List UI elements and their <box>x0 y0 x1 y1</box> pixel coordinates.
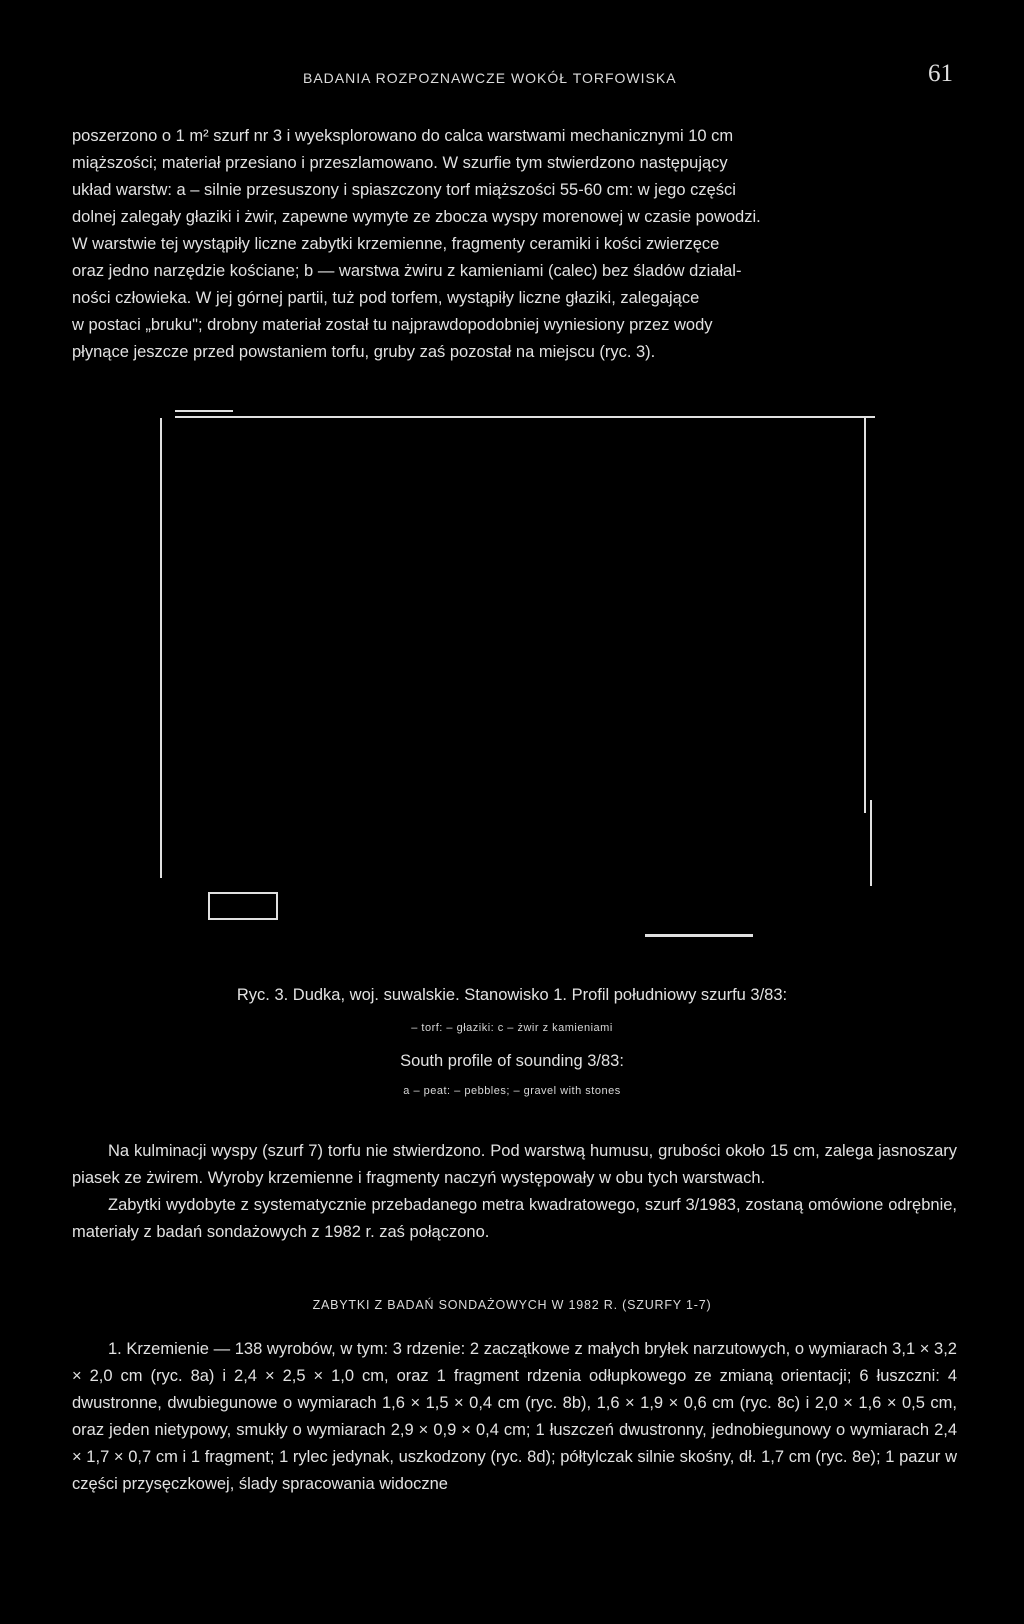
text-line: ności człowieka. W jej górnej partii, tuż pod torfem, wystąpiły liczne głaziki, zalegające <box>72 289 700 307</box>
figure-legend-pl: – torf: – głaziki: c – żwir z kamieniami <box>411 1022 613 1034</box>
body-text <box>72 1138 957 1246</box>
text-line: w postaci „bruku"; drobny materiał został tu najprawdopodobniej wyniesiony przez wody <box>72 316 713 334</box>
legend-peat-box <box>208 892 278 920</box>
legend-gravel-line <box>645 934 753 937</box>
figure-right-edge <box>870 800 872 886</box>
figure-legend-en: a – peat: – pebbles; – gravel with stones <box>403 1085 621 1097</box>
text-line: oraz jedno narzędzie kościane; b — warstwa żwiru z kamieniami (calec) bez śladów działal- <box>72 262 742 280</box>
text-line: poszerzono o 1 m² szurf nr 3 i wyeksplorowano do calca warstwami mechanicznymi 10 cm <box>72 127 734 145</box>
text-line: miąższości; materiał przesiano i przeszlamowano. W szurfie tym stwierdzono następujący <box>72 154 728 172</box>
body-paragraph: Na kulminacji wyspy (szurf 7) torfu nie stwierdzono. Pod warstwą humusu, grubości około 15 cm, zalega jasnoszary piasek ze żwirem. Wyroby krzemienne i fragmenty naczyń występowały w obu tych warstwach. <box>72 1142 957 1187</box>
body-paragraph: Zabytki wydobyte z systematycznie przebadanego metra kwadratowego, szurf 3/1983, zostaną omówione odrębnie, materiały z badań sondażowych z 1982 r. zaś połączono. <box>72 1196 957 1241</box>
figure-top-edge <box>175 416 875 418</box>
text-line: układ warstw: a – silnie przesuszony i spiaszczony torf miąższości 55-60 cm: w jego części <box>72 181 736 199</box>
running-title: BADANIA ROZPOZNAWCZE WOKÓŁ TORFOWISKA <box>303 70 677 86</box>
intro-paragraph <box>72 123 957 366</box>
text-line: dolnej zalegały głaziki i żwir, zapewne wymyte ze zbocza wyspy morenowej w czasie powodzi. <box>72 208 761 226</box>
figure-caption-pl: Ryc. 3. Dudka, woj. suwalskie. Stanowisko 1. Profil południowy szurfu 3/83: <box>236 986 788 1004</box>
figure-right-edge <box>864 418 866 813</box>
section-heading: ZABYTKI Z BADAŃ SONDAŻOWYCH W 1982 R. (SZURFY 1-7) <box>312 1298 712 1312</box>
profile-figure <box>155 410 873 945</box>
figure-left-edge <box>160 418 162 878</box>
text-line: płynące jeszcze przed powstaniem torfu, gruby zaś pozostał na miejscu (ryc. 3). <box>72 343 656 361</box>
page-number: 61 <box>928 60 953 87</box>
item-list <box>72 1336 957 1498</box>
figure-top-edge <box>175 410 233 412</box>
text-line: W warstwie tej wystąpiły liczne zabytki krzemienne, fragmenty ceramiki i kości zwierzęce <box>72 235 720 253</box>
figure-caption-en: South profile of sounding 3/83: <box>400 1052 624 1070</box>
item-paragraph: 1. Krzemienie — 138 wyrobów, w tym: 3 rdzenie: 2 zaczątkowe z małych bryłek narzutowych, o wymiarach 3,1 × 3,2 × 2,0 cm (ryc. 8a) i 2,4 × 2,5 × 1,0 cm, oraz 1 fragment rdzenia odłupkowego ze zmianą orientacji; 6 łuszczni: 4 dwustronne, dwubiegunowe o wymiarach 1,6 × 1,5 × 0,4 cm (ryc. 8b), 1,6 × 1,9 × 0,6 cm (ryc. 8c) i 2,0 × 1,6 × 0,5 cm, oraz jeden nietypowy, smukły o wymiarach 2,9 × 0,9 × 0,4 cm; 1 łuszczeń dwustronny, jednobiegunowy o wymiarach 2,4 × 1,7 × 0,7 cm i 1 fragment; 1 rylec jedynak, uszkodzony (ryc. 8d); półtylczak silnie skośny, dł. 1,7 cm (ryc. 8e); 1 pazur w części przysęczkowej, ślady spracowania widoczne <box>72 1340 957 1493</box>
running-head <box>0 60 1024 100</box>
